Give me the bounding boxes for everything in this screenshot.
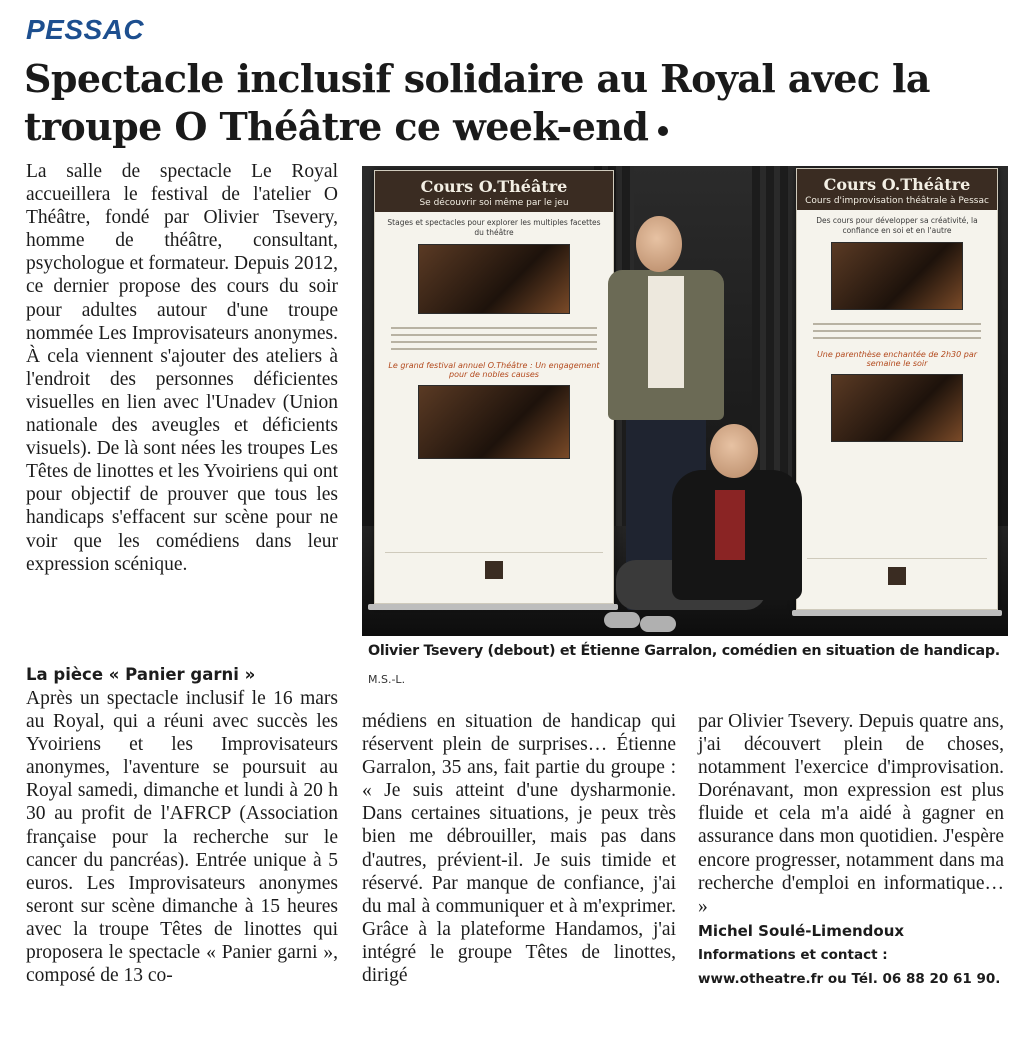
banner-right-footer xyxy=(807,558,987,595)
rollup-banner-right xyxy=(796,168,998,610)
banner-right-subtitle: Cours d'improvisation théâtrale à Pessac xyxy=(805,196,989,206)
banner-left-title: Cours O.Théâtre xyxy=(420,177,568,196)
banner-right-stand xyxy=(792,610,1002,616)
banner-right-highlight: Une parenthèse enchantée de 2h30 par semaine le soir xyxy=(816,350,978,368)
intro-paragraph: La salle de spectacle Le Royal accueillera le festival de l'atelier O Théâtre, fondé par Olivier Tsevery, homme de théâtre, consultant, psychologue et formateur. Depuis 2012, ce dernier propose des cours du soir pour adultes autour d'une troupe nommée Les Improvisateurs anonymes. À cela viennent s'ajouter des ateliers à l'endroit des personnes déficientes visuelles en lien avec l'Unadev (Union nationale des aveugles et déficients visuels). De là sont nées les troupes Les Têtes de linottes et les Yvoiriens qui ont pour objectif de prouver que tous les handicaps s'effacent sur scène pour ne voir que les comédiens dans leur expression scénique. xyxy=(26,161,338,575)
body-paragraph: médiens en situation de handicap qui réservent plein de surprises… Étienne Garralon, 35 ans, fait partie du groupe : « Je suis atteint d'une dysharmonie. Dans certaines situations, je peux très bien me débrouiller, mais pas dans d'autres, prévient-il. Je suis timide et réservé. Par manque de confiance, j'ai du mal à communiquer et à m'exprimer. Grâce à la plateforme Handamos, j'ai intégré le groupe Têtes de linottes, dirigé xyxy=(362,711,676,987)
standing-man-shirt xyxy=(648,276,684,388)
banner-left-footer xyxy=(385,552,603,589)
body-paragraph: Après un spectacle inclusif le 16 mars au Royal, qui a réuni avec succès les Yvoiriens et les Improvisateurs anonymes, l'aventure se poursuit au Royal samedi, dimanche et lundi à 20 h 30 au profit de l'AFRCP (Association française pour la recherche sur le cancer du pancréas). Entrée unique à 5 euros. Les Improvisateurs anonymes seront sur scène dimanche à 15 heures avec la troupe Têtes de linottes qui proposera le spectacle « Panier garni », composé de 13 co- xyxy=(26,688,338,987)
body-column-1 xyxy=(26,663,338,987)
body-column-3 xyxy=(698,710,1004,991)
rollup-banner-left xyxy=(374,170,614,604)
logo-icon xyxy=(888,567,906,585)
intro-column xyxy=(26,160,338,576)
shoe xyxy=(604,612,640,628)
banner-right-lines xyxy=(797,314,997,348)
banner-left-highlight: Le grand festival annuel O.Théâtre : Un engagement pour de nobles causes xyxy=(388,361,600,379)
banner-right-text: Des cours pour développer sa créativité, la confiance en soi et en l'autre xyxy=(816,216,978,235)
author-signature: Michel Soulé-Limendoux xyxy=(698,921,905,940)
banner-left-photo xyxy=(418,385,570,459)
body-paragraph: par Olivier Tsevery. Depuis quatre ans, j'ai découvert plein de choses, notamment l'exercice d'improvisation. Dorénavant, mon expression est plus fluide et cela m'a aidé à gagner en assurance dans mon quotidien. J'espère encore progresser, notamment dans ma recherche d'emploi en informatique… » xyxy=(698,711,1004,917)
banner-right-header xyxy=(797,169,997,210)
shoe xyxy=(640,616,676,632)
photo-caption: Olivier Tsevery (debout) et Étienne Garralon, comédien en situation de handicap. xyxy=(368,643,1000,659)
seated-man-head xyxy=(710,424,758,478)
logo-icon xyxy=(485,561,503,579)
info-contact: www.otheatre.fr ou Tél. 06 88 20 61 90. xyxy=(698,970,1001,987)
info-label: Informations et contact : xyxy=(698,946,888,963)
banner-left-lines xyxy=(375,318,613,359)
headline-text: Spectacle inclusif solidaire au Royal avec la troupe O Théâtre ce week-end xyxy=(24,56,930,149)
banner-left-header xyxy=(375,171,613,212)
banner-right-photo xyxy=(831,242,963,310)
seated-man-shirt xyxy=(715,490,745,560)
banner-right-photo xyxy=(831,374,963,442)
section-rubric: PESSAC xyxy=(26,14,145,45)
subheading: La pièce « Panier garni » xyxy=(26,665,256,684)
body-column-2 xyxy=(362,710,676,987)
banner-left-text: Stages et spectacles pour explorer les multiples facettes du théâtre xyxy=(387,218,601,237)
headline xyxy=(24,55,1014,151)
standing-man-head xyxy=(636,216,682,272)
banner-left-subtitle: Se découvrir soi même par le jeu xyxy=(419,198,569,208)
headline-bullet xyxy=(658,126,668,136)
banner-left-photo xyxy=(418,244,570,314)
photo-credit: M.S.-L. xyxy=(368,673,406,686)
banner-right-title: Cours O.Théâtre xyxy=(823,175,971,194)
banner-left-stand xyxy=(368,604,618,610)
